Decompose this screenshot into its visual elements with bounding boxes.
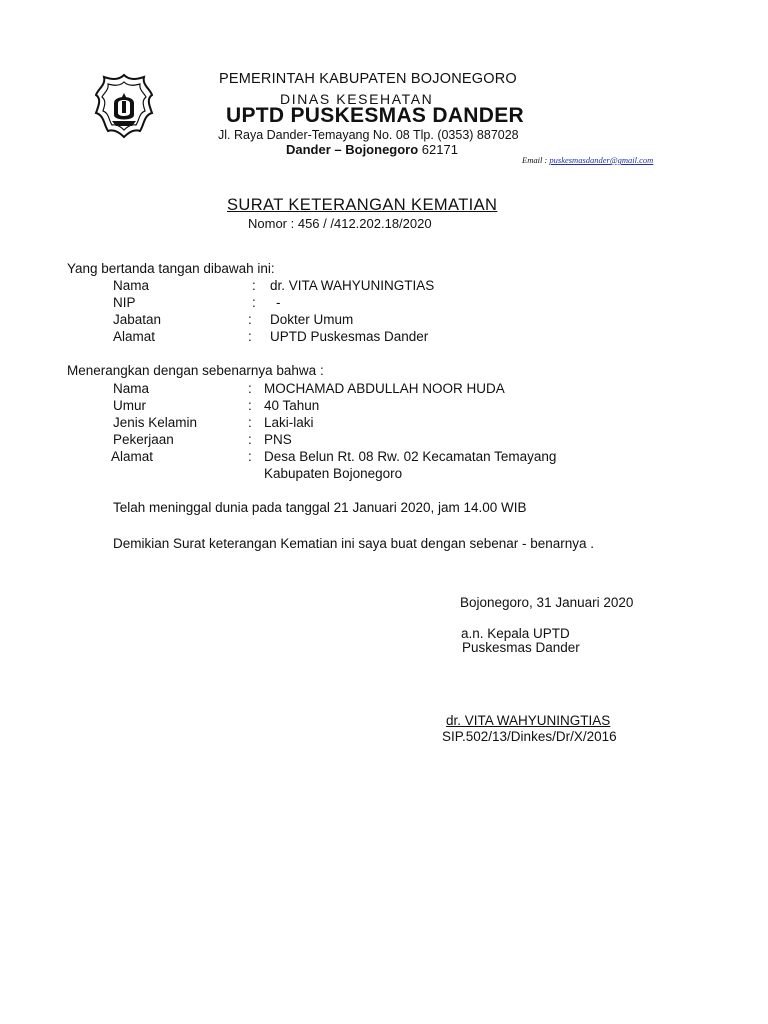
signer-intro: Yang bertanda tangan dibawah ini: [67,261,275,276]
header-government-line: PEMERINTAH KABUPATEN BOJONEGORO [219,71,517,87]
signer-row-value: - [276,295,281,310]
death-statement: Telah meninggal dunia pada tanggal 21 Januari 2020, jam 14.00 WIB [113,500,527,515]
closing-statement: Demikian Surat keterangan Kematian ini saya buat dengan sebenar - benarnya . [113,536,595,551]
header-institution-name: UPTD PUSKESMAS DANDER [226,104,524,127]
signer-row-colon: : [248,312,252,327]
signer-row-colon: : [252,278,256,293]
deceased-intro: Menerangkan dengan sebenarnya bahwa : [67,363,324,378]
deceased-row-value: MOCHAMAD ABDULLAH NOOR HUDA [264,381,505,396]
deceased-row-label: Alamat [111,449,154,464]
email-label: Email : [522,155,550,165]
signature-office: Puskesmas Dander [462,640,580,655]
header-city-postal [286,142,458,157]
deceased-address-continuation: Kabupaten Bojonegoro [264,466,403,481]
email-link[interactable]: puskesmasdander@gmail.com [549,155,654,165]
deceased-row-value: 40 Tahun [264,398,320,413]
deceased-row-label: Nama [113,381,150,396]
header-city: Dander – Bojonegoro [286,142,419,157]
bojonegoro-emblem-logo [94,73,154,139]
deceased-row-value: PNS [264,432,292,447]
deceased-row-value: Desa Belun Rt. 08 Rw. 02 Kecamatan Temayang [264,449,557,464]
signature-sip-number: SIP.502/13/Dinkes/Dr/X/2016 [442,729,617,744]
signature-name: dr. VITA WAHYUNINGTIAS [446,713,611,728]
signer-row-value: Dokter Umum [270,312,354,327]
header-email [522,155,653,165]
signer-row-label: Jabatan [113,312,162,327]
deceased-row-label: Pekerjaan [113,432,174,447]
deceased-row-colon: : [248,449,252,464]
signer-row-colon: : [248,329,252,344]
header-department-line: DINAS KESEHATAN [280,91,434,107]
deceased-row-label: Umur [113,398,146,413]
deceased-row-colon: : [248,415,252,430]
deceased-row-label: Jenis Kelamin [113,415,198,430]
letter-number: Nomor : 456 / /412.202.18/2020 [248,216,432,231]
signer-row-label: NIP [113,295,136,310]
signature-place-date: Bojonegoro, 31 Januari 2020 [460,595,634,610]
letter-title: SURAT KETERANGAN KEMATIAN [227,196,498,214]
deceased-row-colon: : [248,398,252,413]
signer-row-label: Nama [113,278,150,293]
deceased-row-value: Laki-laki [264,415,314,430]
signer-row-value: UPTD Puskesmas Dander [270,329,429,344]
deceased-row-colon: : [248,381,252,396]
header-postal-code: 62171 [418,142,458,157]
signer-row-colon: : [252,295,256,310]
signer-row-value: dr. VITA WAHYUNINGTIAS [270,278,435,293]
header-address: Jl. Raya Dander-Temayang No. 08 Tlp. (0353) 887028 [218,128,519,142]
deceased-row-colon: : [248,432,252,447]
signature-on-behalf: a.n. Kepala UPTD [461,626,570,641]
signer-row-label: Alamat [113,329,156,344]
